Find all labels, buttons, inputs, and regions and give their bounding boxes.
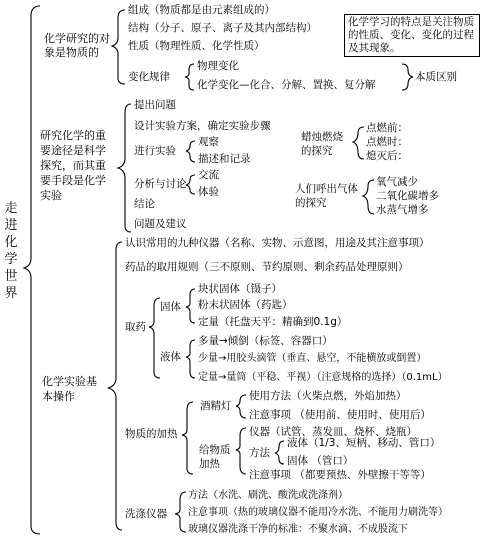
heat-bracket bbox=[182, 402, 193, 474]
s1-label: 化学研究的对象是物质的 bbox=[44, 32, 110, 59]
heat-label: 物质的加热 bbox=[125, 428, 178, 440]
s1-item-property: 性质（物理性质、化学性质） bbox=[128, 40, 265, 52]
lamp-label: 酒精灯 bbox=[200, 400, 232, 412]
s2-item-question: 提出问题 bbox=[134, 99, 176, 111]
change-note: 本质区别 bbox=[415, 71, 457, 83]
breath-co2: 二氧化碳增多 bbox=[376, 190, 439, 202]
lamp-use: 使用方法（火柴点燃，外焰加热） bbox=[249, 390, 407, 402]
liquid-large: 多量→倾倒（标签、容器口） bbox=[198, 335, 333, 347]
candle-after: 熄灭后： bbox=[366, 150, 408, 162]
s2-bracket bbox=[118, 104, 131, 232]
liquid-bracket bbox=[186, 340, 195, 378]
wash-label: 洗涤仪器 bbox=[125, 508, 167, 520]
change-physical: 物理变化 bbox=[197, 60, 239, 72]
method-solid: 固体 （管口） bbox=[287, 455, 354, 467]
breath-bracket bbox=[363, 180, 374, 214]
wash-method: 方法（水洗、刷洗、酸洗或洗涤剂） bbox=[188, 490, 348, 501]
heating-method: 方法 bbox=[249, 447, 270, 459]
solid-lump: 块状固体（镊子） bbox=[198, 283, 282, 295]
exp-record: 描述和记录 bbox=[198, 153, 251, 165]
candle-bracket bbox=[353, 127, 364, 159]
exp-bracket bbox=[186, 141, 195, 162]
exp-observe: 观察 bbox=[198, 136, 219, 148]
liquid-small: 少量→用胶头滴管（垂直、悬空，不能横放或倒置） bbox=[198, 353, 427, 364]
wash-bracket bbox=[175, 492, 186, 532]
candle-during: 点燃时： bbox=[366, 136, 408, 148]
s3-label: 化学实验基本操作 bbox=[42, 375, 97, 403]
s2-item-analysis: 分析与讨论 bbox=[134, 178, 187, 190]
wash-note: 注意事项（热的玻璃仪器不能用冷水洗、不能用力刷洗等） bbox=[188, 507, 448, 518]
lamp-bracket bbox=[236, 395, 246, 418]
take-label: 取药 bbox=[125, 321, 146, 333]
heating-inst: 仪器（试管、蒸发皿、烧杯、烧瓶） bbox=[249, 426, 417, 438]
solid-bracket bbox=[186, 289, 195, 323]
solid-powder: 粉末状固体（药匙） bbox=[198, 299, 293, 311]
heating-label: 给物质加热 bbox=[199, 444, 231, 470]
s2-item-suggestion: 问题及建议 bbox=[134, 218, 187, 230]
solid-label: 固体 bbox=[160, 301, 181, 313]
breath-oxygen: 氧气减少 bbox=[376, 176, 418, 188]
breath-label: 人们呼出气体的探究 bbox=[295, 183, 358, 209]
s2-label: 研究化学的重要途径是科学探究，而其重要手段是化学实验 bbox=[40, 129, 106, 202]
liquid-label: 液体 bbox=[160, 351, 181, 363]
s3-instruments: 认识常用的九种仪器（名称、实物、示意图，用途及其注意事项） bbox=[125, 237, 430, 249]
candle-label: 蜡烛燃烧的探究 bbox=[301, 131, 343, 157]
heating-bracket bbox=[236, 428, 246, 474]
change-bracket bbox=[185, 64, 194, 90]
note-bracket bbox=[402, 64, 413, 90]
root-title: 走进化学世界 bbox=[4, 201, 18, 301]
solid-quant: 定量（托盘天平：精确到0.1g） bbox=[198, 316, 348, 328]
s2-item-experiment: 进行实验 bbox=[134, 145, 176, 157]
s1-item-composition: 组成（物质都是由元素组成的） bbox=[128, 4, 275, 16]
breath-vapor: 水蒸气增多 bbox=[376, 204, 429, 216]
wash-standard: 玻璃仪器洗涤干净的标准：不聚水滴、不成股流下 bbox=[188, 524, 408, 535]
ana-experience: 体验 bbox=[198, 186, 219, 198]
heating-note: 注意事项 （都要预热、外壁擦干等等） bbox=[249, 469, 431, 481]
s1-bracket bbox=[112, 10, 125, 84]
s3-bracket bbox=[108, 242, 122, 530]
candle-before: 点燃前： bbox=[366, 122, 408, 134]
change-chemical: 化学变化—化合、分解、置换、复分解 bbox=[197, 79, 376, 91]
s1-item-structure: 结构（分子、原子、离子及其内部结构） bbox=[128, 22, 317, 34]
s2-item-conclusion: 结论 bbox=[134, 198, 155, 210]
method-liquid: 液体（1/3、短柄、移动、管口） bbox=[287, 437, 441, 449]
s2-item-design: 设计实验方案，确定实验步骤 bbox=[134, 120, 271, 132]
feature-note-box: 化学学习的特点是关注物质的性质、变化、变化的过程及其现象。 bbox=[344, 14, 480, 57]
liquid-quant: 定量→量筒（平稳、平视）（注意规格的选择）（0.1mL） bbox=[198, 372, 448, 383]
ana-bracket bbox=[186, 175, 195, 194]
lamp-note: 注意事项 （使用前、使用时、使用后） bbox=[249, 409, 431, 421]
s1-item-change: 变化规律 bbox=[128, 71, 170, 83]
method-bracket bbox=[275, 441, 284, 464]
root-bracket bbox=[24, 6, 40, 534]
s3-rules: 药品的取用规则（三不原则、节约原则、剩余药品处理原则） bbox=[125, 261, 409, 273]
take-bracket bbox=[149, 298, 160, 378]
ana-exchange: 交流 bbox=[198, 169, 219, 181]
